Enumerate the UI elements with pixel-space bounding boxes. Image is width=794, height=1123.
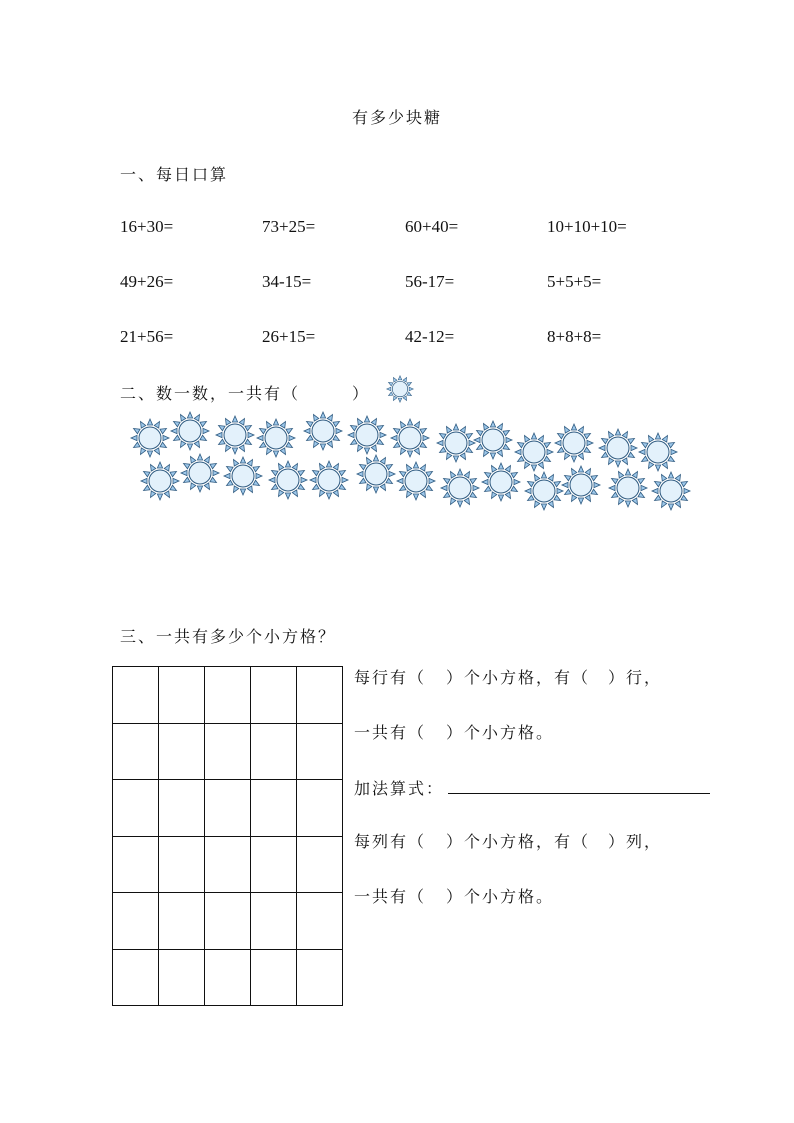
equation-label: 加法算式： xyxy=(354,779,445,798)
sun-icon xyxy=(131,419,169,457)
arith-problem: 42-12= xyxy=(405,327,455,346)
text-segment: ）个小方格，有（ xyxy=(446,668,591,687)
sun-icon xyxy=(609,469,647,507)
section3-heading: 三、一共有多少个小方格？ xyxy=(120,627,337,646)
sun-icon xyxy=(515,433,553,471)
sun-icon xyxy=(269,461,307,499)
grid-cell xyxy=(113,780,159,837)
grid-cell xyxy=(251,667,297,724)
grid-cell xyxy=(205,836,251,893)
sun-icon xyxy=(216,416,254,454)
grid-cell xyxy=(251,893,297,950)
text-segment: 每行有（ xyxy=(354,668,427,687)
sun-icon xyxy=(525,472,563,510)
section2-suffix: ） xyxy=(352,384,371,403)
grid-cell xyxy=(251,836,297,893)
sun-icon xyxy=(397,462,435,500)
sun-icon xyxy=(357,455,395,493)
sun-icon xyxy=(437,424,475,462)
arith-problem: 8+8+8= xyxy=(547,327,602,346)
grid-cell xyxy=(205,780,251,837)
text-segment: 每列有（ xyxy=(354,832,427,851)
grid-cell xyxy=(297,836,343,893)
text-segment: ）列， xyxy=(608,832,663,851)
grid-cell xyxy=(297,780,343,837)
sun-icon xyxy=(171,412,209,450)
grid-cell xyxy=(251,780,297,837)
page-title: 有多少块糖 xyxy=(351,108,442,127)
arith-problem: 5+5+5= xyxy=(547,272,602,291)
grid-cell xyxy=(205,667,251,724)
sun-icon xyxy=(482,463,520,501)
grid-cell xyxy=(205,949,251,1006)
grid-cell xyxy=(113,667,159,724)
arith-problem: 21+56= xyxy=(120,327,174,346)
sun-icon xyxy=(224,457,262,495)
square-grid xyxy=(112,666,343,1006)
arith-problem: 60+40= xyxy=(405,217,459,236)
sun-icon xyxy=(310,461,348,499)
sun-icon xyxy=(555,424,593,462)
grid-cell xyxy=(297,667,343,724)
arith-problem: 49+26= xyxy=(120,272,174,291)
grid-cell xyxy=(205,893,251,950)
grid-cell xyxy=(297,949,343,1006)
sun-icon xyxy=(141,462,179,500)
total-question-1 xyxy=(354,720,554,743)
grid-cell xyxy=(159,949,205,1006)
grid-cell xyxy=(159,780,205,837)
text-segment: ）个小方格。 xyxy=(446,887,555,906)
grid-cell xyxy=(251,723,297,780)
text-segment: ）行， xyxy=(608,668,663,687)
answer-blank[interactable] xyxy=(448,779,710,794)
column-count-question xyxy=(354,829,662,852)
equation-line xyxy=(354,776,710,799)
sun-cluster xyxy=(0,0,794,540)
grid-cell xyxy=(297,893,343,950)
text-segment: ）个小方格。 xyxy=(446,723,555,742)
arith-problem: 26+15= xyxy=(262,327,316,346)
arith-problem: 16+30= xyxy=(120,217,174,236)
section2-prefix: 二、数一数，一共有（ xyxy=(120,384,301,403)
section1-heading: 一、每日口算 xyxy=(120,165,229,184)
grid-cell xyxy=(113,949,159,1006)
arith-problem: 34-15= xyxy=(262,272,312,291)
text-segment: ）个小方格，有（ xyxy=(446,832,591,851)
sun-icon xyxy=(639,433,677,471)
grid-cell xyxy=(159,667,205,724)
grid-cell xyxy=(297,723,343,780)
sun-icon xyxy=(599,429,637,467)
sun-icon xyxy=(562,466,600,504)
sun-icon xyxy=(257,419,295,457)
grid-cell xyxy=(159,836,205,893)
grid-cell xyxy=(205,723,251,780)
grid-cell xyxy=(251,949,297,1006)
grid-cell xyxy=(113,893,159,950)
sun-icon xyxy=(441,469,479,507)
sun-icon xyxy=(391,419,429,457)
arith-problem: 56-17= xyxy=(405,272,455,291)
text-segment: 一共有（ xyxy=(354,723,427,742)
text-segment: 一共有（ xyxy=(354,887,427,906)
sun-icon xyxy=(474,421,512,459)
sun-icon xyxy=(181,454,219,492)
grid-cell xyxy=(113,836,159,893)
grid-cell xyxy=(113,723,159,780)
arith-problem: 10+10+10= xyxy=(547,217,627,236)
grid-cell xyxy=(159,723,205,780)
sun-icon xyxy=(348,416,386,454)
sun-icon xyxy=(304,412,342,450)
arith-problem: 73+25= xyxy=(262,217,316,236)
grid-cell xyxy=(159,893,205,950)
total-question-2 xyxy=(354,884,554,907)
row-count-question xyxy=(354,665,662,688)
sun-icon xyxy=(652,472,690,510)
